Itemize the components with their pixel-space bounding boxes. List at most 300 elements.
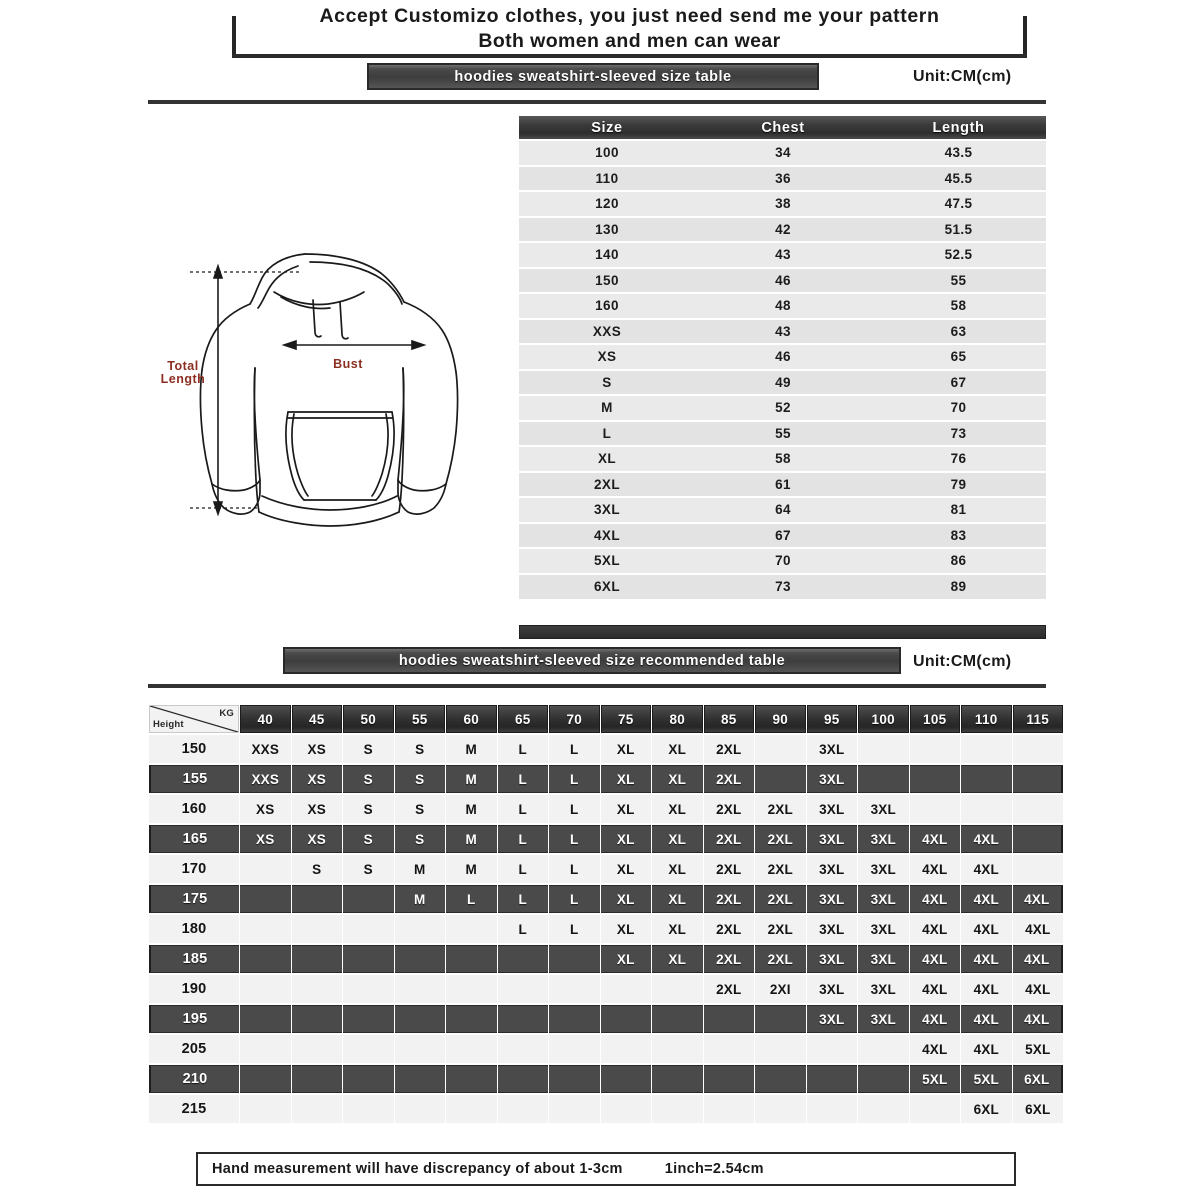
length-cell: 55	[871, 268, 1046, 294]
height-row-header: 215	[149, 1095, 239, 1123]
recommended-empty-cell	[343, 1005, 394, 1033]
size-cell: 6XL	[519, 574, 695, 600]
recommended-size-cell: L	[549, 825, 600, 853]
recommended-size-cell: XL	[601, 915, 652, 943]
chest-cell: 64	[695, 497, 871, 523]
recommended-size-cell: XS	[292, 795, 343, 823]
recommended-empty-cell	[910, 735, 961, 763]
size-cell: 110	[519, 166, 695, 192]
recommended-empty-cell	[601, 1005, 652, 1033]
recommended-size-cell: XS	[292, 735, 343, 763]
corner-kg-label: KG	[219, 708, 234, 719]
size-cell: S	[519, 370, 695, 396]
size-table-row	[519, 166, 1046, 192]
recommended-empty-cell	[446, 1095, 497, 1123]
recommended-size-cell: 4XL	[961, 915, 1012, 943]
recommended-size-cell: 2XL	[704, 855, 755, 883]
recommended-table-row	[149, 1095, 1063, 1123]
chest-cell: 42	[695, 217, 871, 243]
recommended-empty-cell	[549, 1095, 600, 1123]
recommended-table-row	[149, 1005, 1063, 1033]
recommended-empty-cell	[858, 1065, 909, 1093]
banner-line-1: Accept Customizo clothes, you just need send me your pattern	[319, 5, 940, 27]
recommended-empty-cell	[498, 1005, 549, 1033]
recommended-size-cell: XL	[652, 735, 703, 763]
recommended-size-cell: S	[395, 825, 446, 853]
recommended-empty-cell	[446, 1065, 497, 1093]
recommended-size-cell: 5XL	[910, 1065, 961, 1093]
recommended-empty-cell	[446, 915, 497, 943]
recommended-empty-cell	[446, 1035, 497, 1063]
recommended-empty-cell	[498, 1095, 549, 1123]
length-cell: 70	[871, 395, 1046, 421]
recommended-empty-cell	[704, 1065, 755, 1093]
recommended-empty-cell	[395, 975, 446, 1003]
length-cell: 47.5	[871, 191, 1046, 217]
recommended-size-cell: L	[498, 915, 549, 943]
recommended-size-cell: 3XL	[858, 885, 909, 913]
recommended-empty-cell	[858, 735, 909, 763]
recommended-empty-cell	[549, 975, 600, 1003]
recommended-empty-cell	[343, 915, 394, 943]
recommended-size-cell: 4XL	[910, 915, 961, 943]
chest-cell: 67	[695, 523, 871, 549]
recommended-size-cell: 2XL	[704, 735, 755, 763]
recommended-empty-cell	[446, 945, 497, 973]
recommended-size-cell: S	[343, 735, 394, 763]
chest-cell: 38	[695, 191, 871, 217]
recommended-empty-cell	[704, 1005, 755, 1033]
length-cell: 73	[871, 421, 1046, 447]
recommended-size-cell: 4XL	[910, 945, 961, 973]
recommended-size-cell: S	[395, 795, 446, 823]
recommended-size-cell: 3XL	[807, 915, 858, 943]
recommended-size-cell: L	[549, 795, 600, 823]
size-table-col-size: Size	[519, 116, 695, 140]
recommended-empty-cell	[498, 1035, 549, 1063]
recommended-empty-cell	[858, 1095, 909, 1123]
recommended-empty-cell	[549, 1035, 600, 1063]
size-table	[519, 116, 1046, 599]
size-cell: 150	[519, 268, 695, 294]
recommended-size-cell: XS	[240, 825, 291, 853]
recommended-empty-cell	[343, 945, 394, 973]
total-length-line-2: Length	[160, 372, 206, 386]
weight-column-header: 80	[652, 705, 703, 733]
height-row-header: 190	[149, 975, 239, 1003]
total-length-line-1: Total	[167, 359, 199, 373]
banner-bracket-left	[232, 16, 236, 58]
recommended-size-cell: M	[446, 855, 497, 883]
recommended-empty-cell	[858, 1035, 909, 1063]
height-row-header: 175	[149, 885, 239, 913]
recommended-size-cell: 4XL	[961, 885, 1012, 913]
recommended-empty-cell	[395, 945, 446, 973]
recommended-empty-cell	[652, 1095, 703, 1123]
length-cell: 83	[871, 523, 1046, 549]
recommended-empty-cell	[292, 885, 343, 913]
length-cell: 51.5	[871, 217, 1046, 243]
recommended-size-cell: 4XL	[961, 1005, 1012, 1033]
length-cell: 86	[871, 548, 1046, 574]
size-cell: 4XL	[519, 523, 695, 549]
chest-cell: 36	[695, 166, 871, 192]
recommended-empty-cell	[755, 1005, 806, 1033]
recommended-size-cell: 4XL	[910, 975, 961, 1003]
recommended-empty-cell	[755, 1095, 806, 1123]
weight-column-header: 95	[807, 705, 858, 733]
recommended-empty-cell	[1013, 855, 1064, 883]
recommended-size-cell: L	[549, 915, 600, 943]
recommended-size-cell: L	[498, 735, 549, 763]
recommended-empty-cell	[652, 975, 703, 1003]
recommended-empty-cell	[292, 915, 343, 943]
size-table-body	[519, 140, 1046, 599]
recommended-size-cell: 3XL	[807, 945, 858, 973]
recommended-size-cell: XL	[601, 855, 652, 883]
size-table-row	[519, 523, 1046, 549]
recommended-size-cell: 4XL	[961, 1035, 1012, 1063]
recommended-empty-cell	[446, 1005, 497, 1033]
recommended-header-row	[149, 705, 1063, 733]
recommended-size-cell: 2XL	[704, 765, 755, 793]
recommended-size-cell: S	[395, 765, 446, 793]
weight-column-header: 40	[240, 705, 291, 733]
recommended-size-cell: M	[446, 735, 497, 763]
recommended-empty-cell	[343, 1095, 394, 1123]
recommended-empty-cell	[240, 1005, 291, 1033]
recommended-size-cell: L	[498, 855, 549, 883]
size-cell: XS	[519, 344, 695, 370]
recommended-empty-cell	[292, 1005, 343, 1033]
recommended-empty-cell	[240, 915, 291, 943]
recommended-size-cell: 2XL	[704, 825, 755, 853]
size-cell: 2XL	[519, 472, 695, 498]
recommended-table-row	[149, 975, 1063, 1003]
recommended-size-cell: L	[549, 885, 600, 913]
height-row-header: 210	[149, 1065, 239, 1093]
recommended-size-cell: 3XL	[858, 945, 909, 973]
measurement-discrepancy-note: Hand measurement will have discrepancy of about 1-3cm	[212, 1161, 623, 1177]
bust-label: Bust	[333, 357, 363, 371]
recommended-size-cell: 4XL	[961, 945, 1012, 973]
recommended-empty-cell	[807, 1035, 858, 1063]
recommended-empty-cell	[240, 855, 291, 883]
recommended-size-cell: XL	[601, 765, 652, 793]
recommended-table-row	[149, 1035, 1063, 1063]
promo-banner	[232, 4, 1027, 56]
recommended-empty-cell	[240, 945, 291, 973]
recommended-size-cell: M	[395, 855, 446, 883]
banner-bracket-bottom	[232, 54, 1027, 58]
size-cell: 140	[519, 242, 695, 268]
recommended-table-body	[149, 735, 1063, 1123]
recommended-table-row	[149, 1065, 1063, 1093]
recommended-size-cell: L	[498, 765, 549, 793]
divider-middle	[148, 684, 1046, 688]
recommended-size-cell: XL	[601, 825, 652, 853]
recommended-empty-cell	[704, 1035, 755, 1063]
recommended-size-cell: L	[498, 885, 549, 913]
divider-top	[148, 100, 1046, 104]
recommended-empty-cell	[292, 945, 343, 973]
recommended-empty-cell	[292, 1095, 343, 1123]
height-row-header: 165	[149, 825, 239, 853]
recommended-size-cell: 4XL	[910, 825, 961, 853]
recommended-size-cell: 4XL	[1013, 945, 1064, 973]
size-cell: 3XL	[519, 497, 695, 523]
corner-height-label: Height	[153, 719, 184, 730]
recommended-size-cell: XL	[601, 885, 652, 913]
recommended-size-cell: S	[343, 765, 394, 793]
recommended-size-cell: L	[446, 885, 497, 913]
hoodie-diagram	[150, 240, 500, 540]
length-cell: 89	[871, 574, 1046, 600]
weight-column-header: 105	[910, 705, 961, 733]
recommended-size-cell: M	[446, 765, 497, 793]
inch-conversion-note: 1inch=2.54cm	[664, 1161, 764, 1177]
recommended-empty-cell	[961, 795, 1012, 823]
recommended-empty-cell	[498, 1065, 549, 1093]
recommended-size-cell: 2XL	[704, 885, 755, 913]
chest-cell: 43	[695, 242, 871, 268]
chest-cell: 48	[695, 293, 871, 319]
recommended-size-cell: L	[498, 825, 549, 853]
weight-column-header: 50	[343, 705, 394, 733]
chest-cell: 46	[695, 344, 871, 370]
size-table-row	[519, 191, 1046, 217]
recommended-size-cell: XL	[652, 945, 703, 973]
recommended-empty-cell	[446, 975, 497, 1003]
size-cell: L	[519, 421, 695, 447]
recommended-empty-cell	[395, 1065, 446, 1093]
weight-column-header: 90	[755, 705, 806, 733]
size-table-row	[519, 421, 1046, 447]
recommended-table-row	[149, 855, 1063, 883]
recommended-size-cell: 4XL	[1013, 885, 1064, 913]
height-row-header: 160	[149, 795, 239, 823]
recommended-size-cell: 3XL	[807, 855, 858, 883]
height-row-header: 155	[149, 765, 239, 793]
recommended-size-cell: 4XL	[910, 1005, 961, 1033]
recommended-size-cell: 3XL	[807, 765, 858, 793]
recommended-empty-cell	[755, 1035, 806, 1063]
recommended-size-cell: 2XL	[704, 795, 755, 823]
size-table-row	[519, 319, 1046, 345]
recommended-size-cell: 3XL	[807, 735, 858, 763]
height-row-header: 195	[149, 1005, 239, 1033]
weight-column-header: 85	[704, 705, 755, 733]
recommended-size-cell: 4XL	[1013, 1005, 1064, 1033]
weight-column-header: 115	[1013, 705, 1064, 733]
recommended-empty-cell	[807, 1095, 858, 1123]
weight-column-header: 110	[961, 705, 1012, 733]
recommended-empty-cell	[395, 1095, 446, 1123]
recommended-size-cell: XS	[240, 795, 291, 823]
recommended-size-cell: 4XL	[961, 975, 1012, 1003]
recommended-size-cell: L	[498, 795, 549, 823]
size-cell: 5XL	[519, 548, 695, 574]
recommended-size-cell: S	[343, 795, 394, 823]
height-row-header: 205	[149, 1035, 239, 1063]
recommended-size-cell: S	[395, 735, 446, 763]
size-cell: 100	[519, 140, 695, 166]
recommended-size-cell: XXS	[240, 765, 291, 793]
recommended-size-cell: XL	[652, 855, 703, 883]
recommended-empty-cell	[395, 1035, 446, 1063]
chest-cell: 70	[695, 548, 871, 574]
recommended-empty-cell	[652, 1065, 703, 1093]
recommended-empty-cell	[807, 1065, 858, 1093]
weight-column-header: 75	[601, 705, 652, 733]
length-cell: 45.5	[871, 166, 1046, 192]
recommended-empty-cell	[343, 975, 394, 1003]
height-row-header: 180	[149, 915, 239, 943]
footer-note	[196, 1152, 1016, 1186]
recommended-empty-cell	[858, 765, 909, 793]
recommended-size-cell: 6XL	[961, 1095, 1012, 1123]
recommended-size-cell: XS	[292, 765, 343, 793]
recommended-table-unit: Unit:CM(cm)	[913, 653, 1012, 670]
recommended-empty-cell	[755, 735, 806, 763]
recommended-table-title: hoodies sweatshirt-sleeved size recommended table	[283, 647, 901, 674]
recommended-size-cell: 4XL	[910, 885, 961, 913]
recommended-size-cell: 3XL	[858, 855, 909, 883]
recommended-empty-cell	[1013, 735, 1064, 763]
length-cell: 76	[871, 446, 1046, 472]
recommended-size-cell: 2XL	[755, 945, 806, 973]
recommended-empty-cell	[961, 765, 1012, 793]
recommended-empty-cell	[292, 1065, 343, 1093]
height-row-header: 170	[149, 855, 239, 883]
recommended-empty-cell	[498, 975, 549, 1003]
recommended-empty-cell	[395, 915, 446, 943]
recommended-size-cell: XL	[652, 885, 703, 913]
recommended-empty-cell	[549, 945, 600, 973]
size-table-header-row	[519, 116, 1046, 140]
recommended-table-row	[149, 825, 1063, 853]
recommended-size-table	[148, 703, 1064, 1125]
size-table-row	[519, 242, 1046, 268]
recommended-empty-cell	[240, 975, 291, 1003]
recommended-size-cell: 2XL	[755, 915, 806, 943]
recommended-table-row	[149, 795, 1063, 823]
recommended-corner-cell	[149, 705, 239, 733]
recommended-size-cell: XS	[292, 825, 343, 853]
recommended-size-cell: 6XL	[1013, 1095, 1064, 1123]
recommended-size-cell: XL	[601, 795, 652, 823]
recommended-empty-cell	[292, 1035, 343, 1063]
recommended-empty-cell	[755, 765, 806, 793]
size-table-row	[519, 446, 1046, 472]
chest-cell: 55	[695, 421, 871, 447]
recommended-empty-cell	[240, 1095, 291, 1123]
size-cell: 120	[519, 191, 695, 217]
recommended-size-cell: XL	[652, 915, 703, 943]
recommended-size-cell: XL	[652, 795, 703, 823]
recommended-empty-cell	[601, 975, 652, 1003]
chest-cell: 43	[695, 319, 871, 345]
length-cell: 81	[871, 497, 1046, 523]
recommended-empty-cell	[240, 1065, 291, 1093]
recommended-size-cell: S	[343, 855, 394, 883]
size-cell: 130	[519, 217, 695, 243]
recommended-empty-cell	[240, 1035, 291, 1063]
recommended-size-cell: L	[549, 735, 600, 763]
recommended-empty-cell	[1013, 825, 1064, 853]
size-table-row	[519, 574, 1046, 600]
chest-cell: 34	[695, 140, 871, 166]
weight-column-header: 100	[858, 705, 909, 733]
size-table-row	[519, 472, 1046, 498]
recommended-empty-cell	[292, 975, 343, 1003]
recommended-empty-cell	[549, 1005, 600, 1033]
recommended-empty-cell	[549, 1065, 600, 1093]
height-row-header: 150	[149, 735, 239, 763]
recommended-size-cell: XL	[652, 765, 703, 793]
recommended-size-cell: 3XL	[807, 825, 858, 853]
banner-bracket-right	[1023, 16, 1027, 58]
recommended-empty-cell	[910, 1095, 961, 1123]
recommended-size-cell: XL	[652, 825, 703, 853]
weight-column-header: 60	[446, 705, 497, 733]
recommended-size-cell: 4XL	[1013, 915, 1064, 943]
size-table-row	[519, 217, 1046, 243]
chest-cell: 52	[695, 395, 871, 421]
size-table-row	[519, 370, 1046, 396]
recommended-size-cell: 3XL	[858, 795, 909, 823]
chest-cell: 61	[695, 472, 871, 498]
size-table-bottom-bar	[519, 625, 1046, 639]
chest-cell: 49	[695, 370, 871, 396]
banner-line-2: Both women and men can wear	[478, 30, 781, 52]
recommended-size-cell: 4XL	[1013, 975, 1064, 1003]
recommended-size-cell: 2XL	[704, 915, 755, 943]
recommended-size-cell: XL	[601, 735, 652, 763]
size-cell: 160	[519, 293, 695, 319]
recommended-empty-cell	[601, 1065, 652, 1093]
recommended-size-cell: 4XL	[910, 855, 961, 883]
recommended-empty-cell	[343, 1065, 394, 1093]
recommended-empty-cell	[910, 795, 961, 823]
weight-column-header: 45	[292, 705, 343, 733]
size-table-row	[519, 497, 1046, 523]
length-cell: 52.5	[871, 242, 1046, 268]
recommended-table-row	[149, 915, 1063, 943]
recommended-size-cell: 5XL	[961, 1065, 1012, 1093]
recommended-size-cell: 4XL	[961, 855, 1012, 883]
recommended-size-cell: 3XL	[807, 1005, 858, 1033]
recommended-size-cell: 4XL	[910, 1035, 961, 1063]
length-cell: 67	[871, 370, 1046, 396]
recommended-size-cell: 6XL	[1013, 1065, 1064, 1093]
recommended-size-cell: 2XL	[704, 975, 755, 1003]
recommended-empty-cell	[652, 1005, 703, 1033]
recommended-size-cell: XXS	[240, 735, 291, 763]
weight-column-header: 55	[395, 705, 446, 733]
size-table-col-length: Length	[871, 116, 1046, 140]
length-cell: 63	[871, 319, 1046, 345]
length-cell: 58	[871, 293, 1046, 319]
recommended-size-cell: 2XL	[755, 825, 806, 853]
recommended-table-row	[149, 735, 1063, 763]
recommended-empty-cell	[1013, 795, 1064, 823]
recommended-size-cell: 2XI	[755, 975, 806, 1003]
recommended-empty-cell	[343, 1035, 394, 1063]
recommended-empty-cell	[652, 1035, 703, 1063]
size-table-row	[519, 344, 1046, 370]
recommended-size-cell: 2XL	[755, 855, 806, 883]
